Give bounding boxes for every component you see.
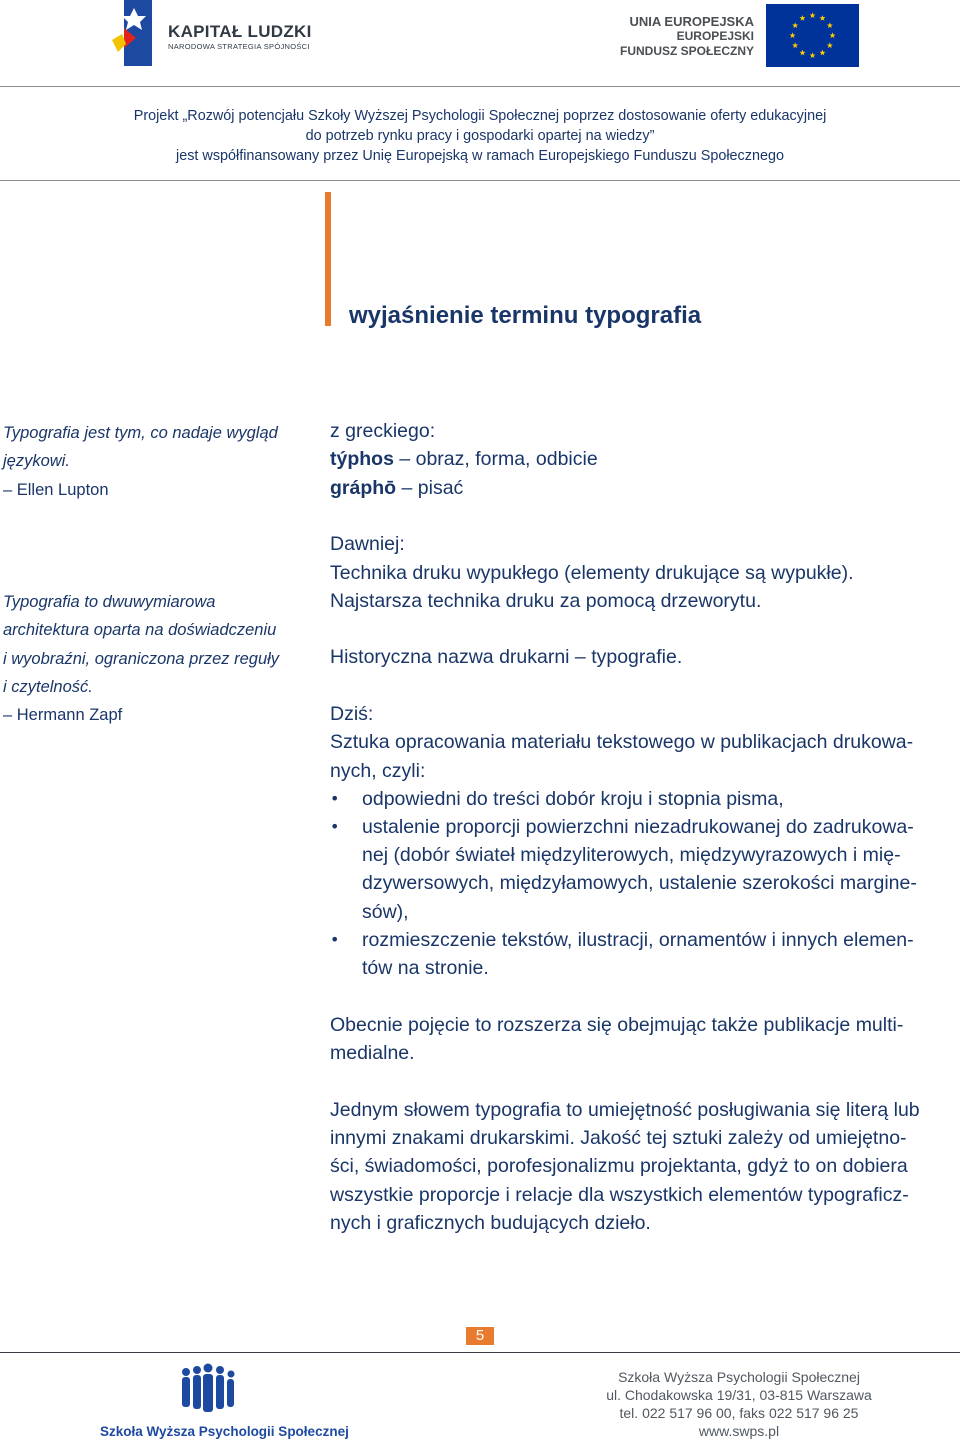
summary-text: wszystkie proporcje i relacje dla wszystkich elementów typograficz- xyxy=(330,1184,909,1206)
swps-logo-text: Szkoła Wyższa Psychologii Społecznej xyxy=(100,1424,349,1439)
summary-text: innymi znakami drukarskimi. Jakość tej sztuki zależy od umiejętno- xyxy=(330,1127,907,1149)
bullet-text: ustalenie proporcji powierzchni niezadrukowanej do zadrukowa- xyxy=(362,816,914,838)
past-text: Najstarsza technika druku za pomocą drzeworytu. xyxy=(330,590,762,612)
etymology-term xyxy=(330,474,463,502)
kapital-ludzki-subtitle: NARODOWA STRATEGIA SPÓJNOŚCI xyxy=(168,42,310,51)
page-heading: wyjaśnienie terminu typografia xyxy=(349,302,702,329)
quote-author: – Ellen Lupton xyxy=(3,480,109,499)
today-intro: Sztuka opracowania materiału tekstowego w publikacjach drukowa- xyxy=(330,731,914,753)
bullet-icon: • xyxy=(330,789,340,808)
bullet-text: nej (dobór świateł międzyliterowych, międzywyrazowych i mię- xyxy=(362,844,901,866)
multimedia-text: medialne. xyxy=(330,1042,415,1064)
greek-term: týphos xyxy=(330,448,394,470)
address-line: Szkoła Wyższa Psychologii Społecznej xyxy=(618,1369,860,1385)
kapital-ludzki-logo-icon xyxy=(112,0,152,66)
past-text: Technika druku wypukłego (elementy drukujące są wypukłe). xyxy=(330,562,854,584)
quote-line: i czytelność. xyxy=(3,677,93,696)
eu-logo-line: EUROPEJSKI xyxy=(676,29,754,43)
eu-logo-line: FUNDUSZ SPOŁECZNY xyxy=(619,44,754,58)
multimedia-text: Obecnie pojęcie to rozszerza się obejmując także publikacje multi- xyxy=(330,1014,904,1036)
past-label: Dawniej: xyxy=(330,533,405,555)
page-number: 5 xyxy=(466,1327,494,1345)
address-line: ul. Chodakowska 19/31, 03-815 Warszawa xyxy=(606,1387,872,1403)
greek-term-definition: – pisać xyxy=(396,477,464,499)
eu-logo-line: UNIA EUROPEJSKA xyxy=(629,14,754,29)
quote-zapf xyxy=(3,588,303,729)
summary-text: nych i graficznych budujących dzieło. xyxy=(330,1212,651,1234)
quote-lupton xyxy=(3,419,303,504)
address-line: tel. 022 517 96 00, faks 022 517 96 25 xyxy=(619,1405,859,1421)
quote-line: Typografia to dwuwymiarowa xyxy=(3,593,216,611)
today-label: Dziś: xyxy=(330,703,374,725)
project-statement xyxy=(0,106,960,166)
quote-author: – Hermann Zapf xyxy=(3,706,123,725)
bullet-text: odpowiedni do treści dobór kroju i stopnia pisma, xyxy=(362,788,784,810)
header-divider xyxy=(0,86,960,87)
summary-text: ści, świadomości, porofesjonalizmu projektanta, gdyż to on dobiera xyxy=(330,1155,908,1177)
website-link[interactable]: www.swps.pl xyxy=(698,1423,780,1439)
bullet-icon: • xyxy=(330,930,340,949)
bullet-text: dzywersowych, międzyłamowych, ustalenie szerokości margine- xyxy=(362,872,917,894)
footer-address xyxy=(560,1368,918,1440)
header-divider xyxy=(0,180,960,181)
bullet-text: sów), xyxy=(362,901,409,923)
summary-text: Jednym słowem typografia to umiejętność posługiwania się literą lub xyxy=(330,1099,920,1121)
kapital-ludzki-title: KAPITAŁ LUDZKI xyxy=(168,22,312,41)
past-text: Historyczna nazwa drukarni – typografie. xyxy=(330,646,683,668)
footer-divider xyxy=(0,1352,960,1353)
etymology-intro: z greckiego: xyxy=(330,420,436,442)
project-line: do potrzeb rynku pracy i gospodarki opartej na wiedzy” xyxy=(305,128,655,144)
quote-line: językowi. xyxy=(3,452,70,471)
eu-logo-text xyxy=(620,14,754,59)
bullet-text: rozmieszczenie tekstów, ilustracji, ornamentów i innych elemen- xyxy=(362,929,914,951)
eu-flag-icon xyxy=(766,4,859,67)
project-line: Projekt „Rozwój potencjału Szkoły Wyższej Psychologii Społecznej poprzez dostosowanie oferty edukacyjnej xyxy=(133,108,827,124)
bullet-text: tów na stronie. xyxy=(362,957,489,979)
bullet-icon: • xyxy=(330,817,340,836)
greek-term: gráphō xyxy=(330,477,397,499)
project-line: jest współfinansowany przez Unię Europejską w ramach Europejskiego Funduszu Społecznego xyxy=(176,148,784,164)
quote-line: Typografia jest tym, co nadaje wygląd xyxy=(3,424,278,442)
quote-line: architektura oparta na doświadczeniu xyxy=(3,621,277,640)
quote-line: i wyobraźni, ograniczona przez reguły xyxy=(3,649,280,668)
heading-accent-bar xyxy=(325,192,331,326)
greek-term-definition: – obraz, forma, odbicie xyxy=(393,448,598,470)
today-intro: nych, czyli: xyxy=(330,760,426,782)
etymology-term xyxy=(330,445,598,473)
